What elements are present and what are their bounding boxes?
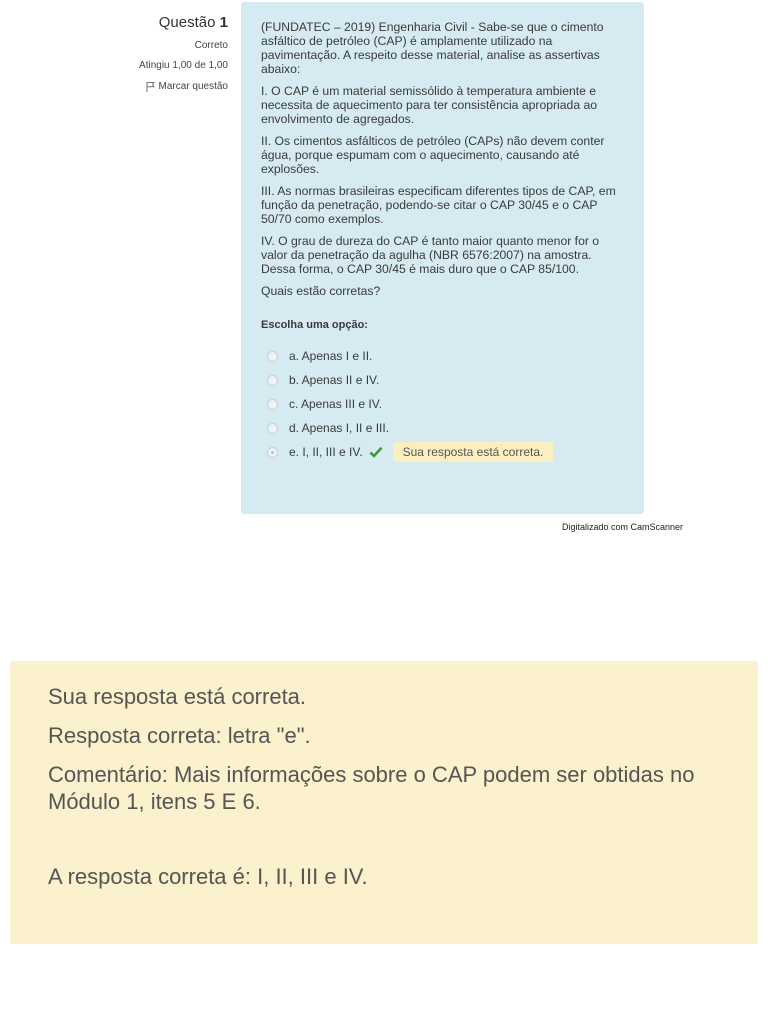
option-label: e. I, II, III e IV. <box>289 445 363 459</box>
radio-button[interactable] <box>267 399 278 410</box>
statement-2: II. Os cimentos asfálticos de petróleo (CAPs) não devem conter água, porque espumam com o aquecimento, causando até explosões. <box>261 134 605 176</box>
feedback-box <box>10 661 758 944</box>
inline-feedback: Sua resposta está correta. <box>393 442 554 462</box>
statement-3: III. As normas brasileiras especificam diferentes tipos de CAP, em função da penetração, podendo-se citar o CAP 30/45 e o CAP 50/70 como exemplos. <box>261 184 616 226</box>
feedback-comment: Comentário: Mais informações sobre o CAP podem ser obtidas no Módulo 1, itens 5 E 6. <box>48 762 695 814</box>
question-prompt: Quais estão corretas? <box>261 284 381 298</box>
question-text-box <box>241 2 644 514</box>
feedback-right-answer: A resposta correta é: I, II, III e IV. <box>48 864 368 889</box>
option-label: a. Apenas I e II. <box>289 349 373 363</box>
question-info <box>118 14 228 92</box>
feedback-answer: Resposta correta: letra "e". <box>48 723 311 748</box>
option-a[interactable] <box>261 344 624 368</box>
option-label: c. Apenas III e IV. <box>289 397 382 411</box>
radio-button-selected[interactable] <box>267 447 278 458</box>
statement-1: I. O CAP é um material semissólido à temperatura ambiente e necessita de aquecimento para ter consistência apropriada ao envolvimento de agregados. <box>261 84 598 126</box>
question-intro: (FUNDATEC – 2019) Engenharia Civil - Sabe-se que o cimento asfáltico de petróleo (CAP) é amplamente utilizado na pavimentação. A respeito desse material, analise as assertivas abaixo: <box>261 20 604 76</box>
camscanner-watermark: Digitalizado com CamScanner <box>562 522 684 532</box>
check-icon <box>369 446 383 458</box>
question-number: Questão 1 <box>158 14 228 31</box>
radio-button[interactable] <box>267 423 278 434</box>
question-state: Correto <box>194 40 228 51</box>
option-c[interactable] <box>261 392 624 416</box>
radio-button[interactable] <box>267 375 278 386</box>
radio-button[interactable] <box>267 351 278 362</box>
choose-option-label: Escolha uma opção: <box>261 319 368 331</box>
option-b[interactable] <box>261 368 624 392</box>
feedback-correct: Sua resposta está correta. <box>48 684 307 709</box>
option-d[interactable] <box>261 416 624 440</box>
option-label: b. Apenas II e IV. <box>289 373 380 387</box>
option-label: d. Apenas I, II e III. <box>289 421 390 435</box>
flag-icon <box>146 82 155 92</box>
statement-4: IV. O grau de dureza do CAP é tanto maior quanto menor for o valor da penetração da agulha (NBR 6576:2007) na amostra. Dessa forma, o CAP 30/45 é mais duro que o CAP 85/100. <box>261 234 600 276</box>
question-grade: Atingiu 1,00 de 1,00 <box>139 60 228 71</box>
option-e[interactable] <box>261 440 624 464</box>
flag-question-link[interactable]: Marcar questão <box>118 81 228 92</box>
